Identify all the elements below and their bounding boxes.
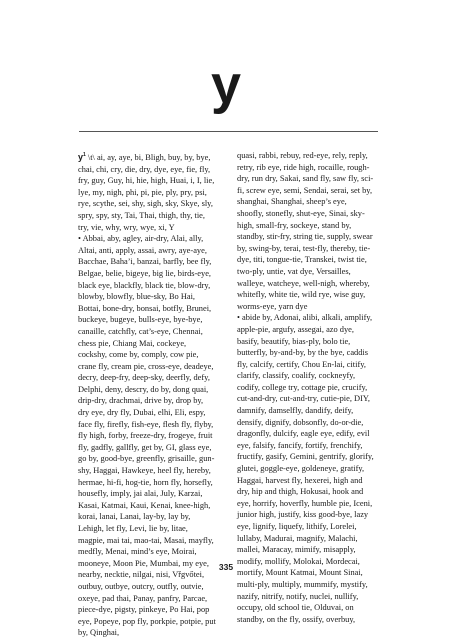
headword-superscript: 1 <box>83 152 86 158</box>
section-divider <box>79 131 378 132</box>
page-number: 335 <box>218 562 234 572</box>
entry-three-syllable: • abide by, Adonai, alibi, alkali, amplify, apple-pie, argufy, assegai, azo dye, basify, beautify, bias-ply, bolo tie, butterfly, by-and-by, by the bye, caddis fly, calcify, certify, Chou En-lai, citify, clarify, classify, coalify, cockneyfy, codify, college try, cottage pie, crucify, cut-and-dry, cut-and-try, cutie-pie, DIY, damnify, damselfly, dandify, deify, densify, dignify, dobsonfly, do-or-die, dragonfly, dulcify, eagle eye, edify, evil eye, falsify, fancify, fortify, frenchify, fructify, gasify, Gemini, gentrify, glorify, glutei, goggle-eye, goldeneye, gratify, Haggai, harvest fly, hexerei, high and dry, hip and thigh, Hokusai, hook and eye, horrify, hoverfly, humble pie, Iceni, junior high, justify, kiss good-bye, lazy eye, lignify, liquefy, lithify, Lorelei, lullaby, Madurai, magnify, Malachi, mallei, Maracay, mimify, misapply, modify, mollify, Molokai, Mordecai, mortify, Mount Katmai, Mount Sinai, multi-ply, multiply, mummify, mystify, nazify, nitrify, notify, nuclei, nullify, occupy, old school tie, Olduvai, on standby, on the fly, ossify, overbuy, <box>237 313 374 624</box>
entry-two-syllable: • Abbai, aby, agley, air-dry, Alai, ally, Altai, anti, apply, assai, awry, aye-aye, Bacchae, Baha’i, banzai, barfly, bee fly, Belgae, belie, bigeye, big lie, birds-eye, black eye, blackfly, black tie, blow-dry, blowby, blowfly, blue-sky, Bo Hai, Bottai, bone-dry, bonsai, botfly, Brunei, buckeye, bugeye, bulls-eye, bye-bye, canaille, catchfly, cat’s-eye, Chennai, chess pie, Chiang Mai, cockeye, cockshy, come by, comply, cow pie, crane fly, cream pie, cross-eye, deadeye, decry, deep-fry, deep-sky, deerfly, defy, Delphi, deny, descry, do by, dong quai, drip-dry, drachmai, drive by, drop by, dry eye, dry fly, Dubai, elhi, Eli, espy, face fly, firefly, fish-eye, flesh fly, flyby, fly high, forby, freeze-dry, frogeye, fruit fly, gadfly, gallfly, get by, GI, glass eye, go by, good-bye, greenfly, grisaille, gun-shy, Haggai, Hawkeye, heel fly, hereby, hermae, hi-fi, hog-tie, horn fly, horsefly, housefly, imply, jai alai, July, Karzai, Kasai, Katmai, Kaui, Kenai, knee-high, korai, lanai, Lanai, lay-by, lay by, Lehigh, let fly, Levi, lie by, litae, magpie, mai tai, mao-tai, Masai, mayfly, medfly, Menai, mind’s eye, Moirai, mooneye, Moon Pie, Mumbai, my eye, nearby, necktie, nilgai, nisi, Vřgvőtei, outbuy, outbye, outcry, outfly, outvie, oxeye, pad thai, Panay, panfry, Parcae, piece-dye, pigsty, pinkeye, Po Hai, pop eye, Popeye, pop fly, porkpie, potpie, put by, Qinghai, <box>78 234 216 638</box>
headword: $y^1$ <box>78 152 86 162</box>
entry-continuation: quasi, rabbi, rebuy, red-eye, rely, reply, retry, rib eye, ride high, rocaille, rough-dry, run dry, Sakai, sand fly, saw fly, sci-fi, screw eye, semi, Sendai, serai, set by, shanghai, Shanghai, sheep’s eye, shoofly, stonefly, shut-eye, Sinai, sky-high, small-fry, sockeye, stand by, standby, stir-fry, string tie, supply, swear by, swing-by, terai, test-fly, thereby, tie-dye, titi, tongue-tie, Transkei, twist tie, two-ply, untie, vat dye, Versailles, walleye, watcheye, well-nigh, whereby, whitefly, white tie, wild rye, wise guy, worms-eye, yarn dye <box>237 151 374 311</box>
section-letter: y <box>210 55 242 115</box>
entry-one-syllable: \t\ ai, ay, aye, bi, Bligh, buy, by, bye, chai, chi, cry, die, dry, dye, eye, fie, fly, fry, guy, Guy, hi, hie, high, Huai, i, I, lie, lye, my, nigh, phi, pi, pie, ply, pry, psi, rye, scythe, sei, shy, sigh, sky, Skye, sly, spry, spy, sty, Tai, Thai, thigh, thy, tie, try, vie, why, wry, wye, xi, Y <box>78 153 215 232</box>
right-column <box>237 150 375 625</box>
entry-y1 <box>78 150 216 233</box>
